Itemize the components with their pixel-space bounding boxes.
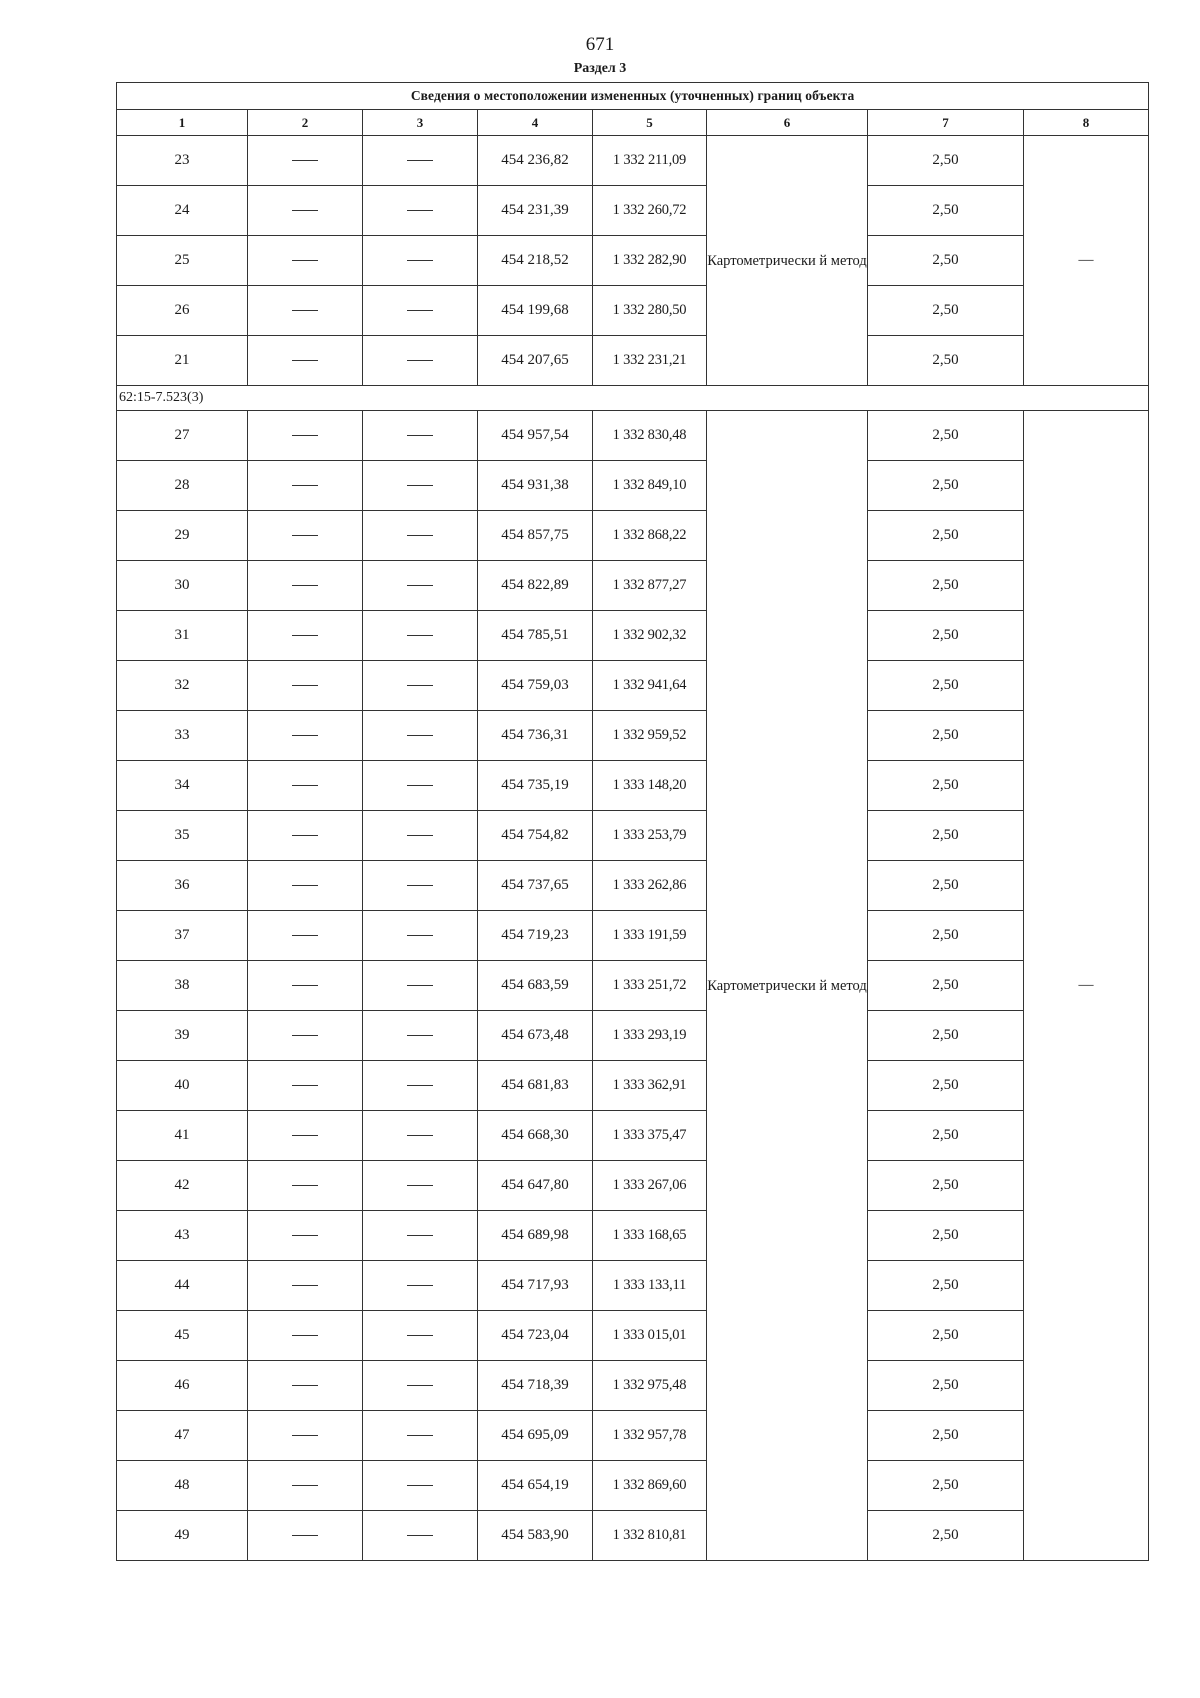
empty-value-cell: [363, 411, 478, 461]
dash-mark: [407, 360, 433, 361]
dash-mark: [292, 360, 318, 361]
dash-mark: [292, 1485, 318, 1486]
coordinate-y: 1 332 941,64: [593, 661, 707, 711]
accuracy-value: 2,50: [868, 186, 1024, 236]
dash-mark: [292, 485, 318, 486]
dash-mark: [407, 1085, 433, 1086]
point-number: 39: [117, 1011, 248, 1061]
table-row: [117, 1211, 1149, 1261]
dash-mark: [407, 435, 433, 436]
section-title: Раздел 3: [573, 61, 627, 76]
dash-mark: [407, 885, 433, 886]
dash-mark: [292, 935, 318, 936]
empty-value-cell: [363, 811, 478, 861]
column-8-cell: —: [1024, 136, 1149, 386]
table-row: [117, 336, 1149, 386]
accuracy-value: 2,50: [868, 411, 1024, 461]
empty-value-cell: [363, 711, 478, 761]
point-number: 35: [117, 811, 248, 861]
coordinate-x: 454 759,03: [478, 661, 593, 711]
point-number: 44: [117, 1261, 248, 1311]
accuracy-value: 2,50: [868, 711, 1024, 761]
table-row: [117, 286, 1149, 336]
point-number: 31: [117, 611, 248, 661]
dash-mark: [292, 1535, 318, 1536]
point-number: 43: [117, 1211, 248, 1261]
coordinate-y: 1 333 015,01: [593, 1311, 707, 1361]
empty-value-cell: [363, 1311, 478, 1361]
dash-mark: [292, 635, 318, 636]
accuracy-value: 2,50: [868, 1411, 1024, 1461]
dash-mark: [292, 1335, 318, 1336]
dash-mark: [407, 210, 433, 211]
accuracy-value: 2,50: [868, 136, 1024, 186]
dash-mark: [292, 885, 318, 886]
empty-value-cell: [248, 1161, 363, 1211]
empty-value-cell: [363, 511, 478, 561]
empty-value-cell: [363, 336, 478, 386]
point-number: 21: [117, 336, 248, 386]
method-cell: Картометрически й метод: [707, 411, 868, 1561]
dash-mark: [407, 1335, 433, 1336]
coordinate-x: 454 647,80: [478, 1161, 593, 1211]
coordinate-y: 1 332 975,48: [593, 1361, 707, 1411]
dash-mark: [407, 485, 433, 486]
coordinate-y: 1 332 902,32: [593, 611, 707, 661]
empty-value-cell: [248, 761, 363, 811]
point-number: 42: [117, 1161, 248, 1211]
accuracy-value: 2,50: [868, 1011, 1024, 1061]
dash-mark: [292, 1135, 318, 1136]
point-number: 49: [117, 1511, 248, 1561]
coordinate-x: 454 717,93: [478, 1261, 593, 1311]
table-row: [117, 1261, 1149, 1311]
dash-mark: [292, 160, 318, 161]
table-row: [117, 611, 1149, 661]
dash-mark: [292, 735, 318, 736]
coordinate-y: 1 332 877,27: [593, 561, 707, 611]
empty-value-cell: [363, 1461, 478, 1511]
accuracy-value: 2,50: [868, 561, 1024, 611]
dash-mark: [292, 310, 318, 311]
cadastral-subheading: 62:15-7.523(3): [117, 386, 1149, 411]
empty-value-cell: [248, 411, 363, 461]
empty-value-cell: [248, 911, 363, 961]
table-row: [117, 961, 1149, 1011]
column-number: 4: [478, 110, 593, 136]
empty-value-cell: [363, 1411, 478, 1461]
dash-mark: [407, 835, 433, 836]
coordinate-y: 1 333 362,91: [593, 1061, 707, 1111]
empty-value-cell: [363, 861, 478, 911]
table-row: [117, 461, 1149, 511]
dash-mark: [407, 985, 433, 986]
point-number: 41: [117, 1111, 248, 1161]
dash-mark: [407, 1535, 433, 1536]
coordinate-y: 1 333 133,11: [593, 1261, 707, 1311]
empty-value-cell: [248, 1361, 363, 1411]
table-row: [117, 661, 1149, 711]
accuracy-value: 2,50: [868, 911, 1024, 961]
dash-mark: [407, 1285, 433, 1286]
column-number: 7: [868, 110, 1024, 136]
table-row: [117, 1111, 1149, 1161]
dash-mark: [292, 1235, 318, 1236]
table-caption-row: [117, 83, 1149, 110]
empty-value-cell: [363, 1261, 478, 1311]
coordinate-y: 1 332 868,22: [593, 511, 707, 561]
empty-value-cell: [248, 186, 363, 236]
coordinate-x: 454 723,04: [478, 1311, 593, 1361]
dash-mark: [292, 1035, 318, 1036]
table-row: [117, 1461, 1149, 1511]
empty-value-cell: [363, 1061, 478, 1111]
point-number: 40: [117, 1061, 248, 1111]
coordinate-x: 454 754,82: [478, 811, 593, 861]
dash-mark: [407, 1235, 433, 1236]
accuracy-value: 2,50: [868, 1111, 1024, 1161]
coordinate-y: 1 333 168,65: [593, 1211, 707, 1261]
dash-mark: [292, 1085, 318, 1086]
coordinate-x: 454 931,38: [478, 461, 593, 511]
empty-value-cell: [248, 1111, 363, 1161]
coordinate-x: 454 822,89: [478, 561, 593, 611]
coordinate-x: 454 857,75: [478, 511, 593, 561]
coordinate-y: 1 333 375,47: [593, 1111, 707, 1161]
empty-value-cell: [363, 236, 478, 286]
dash-mark: [407, 1035, 433, 1036]
table-row: [117, 1061, 1149, 1111]
column-number: 6: [707, 110, 868, 136]
empty-value-cell: [363, 611, 478, 661]
empty-value-cell: [248, 611, 363, 661]
point-number: 34: [117, 761, 248, 811]
column-numbers-row: [117, 110, 1149, 136]
accuracy-value: 2,50: [868, 1311, 1024, 1361]
boundary-coordinates-table: [116, 82, 1149, 1561]
table-row: [117, 861, 1149, 911]
coordinate-x: 454 957,54: [478, 411, 593, 461]
coordinate-y: 1 332 260,72: [593, 186, 707, 236]
empty-value-cell: [248, 511, 363, 561]
table-row: [117, 1511, 1149, 1561]
point-number: 23: [117, 136, 248, 186]
accuracy-value: 2,50: [868, 461, 1024, 511]
coordinate-y: 1 333 253,79: [593, 811, 707, 861]
accuracy-value: 2,50: [868, 1161, 1024, 1211]
column-8-cell: —: [1024, 411, 1149, 1561]
dash-mark: [292, 260, 318, 261]
point-number: 27: [117, 411, 248, 461]
coordinate-y: 1 332 810,81: [593, 1511, 707, 1561]
dash-mark: [292, 785, 318, 786]
accuracy-value: 2,50: [868, 1211, 1024, 1261]
accuracy-value: 2,50: [868, 661, 1024, 711]
table-caption: Сведения о местоположении измененных (уточненных) границ объекта: [117, 83, 1149, 110]
column-number: 1: [117, 110, 248, 136]
empty-value-cell: [363, 911, 478, 961]
dash-mark: [407, 735, 433, 736]
dash-mark: [407, 1485, 433, 1486]
coordinate-y: 1 333 191,59: [593, 911, 707, 961]
empty-value-cell: [363, 1161, 478, 1211]
accuracy-value: 2,50: [868, 1261, 1024, 1311]
empty-value-cell: [248, 236, 363, 286]
coordinate-x: 454 683,59: [478, 961, 593, 1011]
coordinate-y: 1 332 959,52: [593, 711, 707, 761]
point-number: 24: [117, 186, 248, 236]
dash-mark: [292, 1185, 318, 1186]
dash-mark: [407, 1435, 433, 1436]
dash-mark: [292, 535, 318, 536]
coordinate-y: 1 333 262,86: [593, 861, 707, 911]
empty-value-cell: [248, 811, 363, 861]
empty-value-cell: [363, 761, 478, 811]
empty-value-cell: [248, 561, 363, 611]
coordinate-x: 454 583,90: [478, 1511, 593, 1561]
point-number: 28: [117, 461, 248, 511]
accuracy-value: 2,50: [868, 286, 1024, 336]
dash-mark: [292, 1285, 318, 1286]
coordinate-x: 454 785,51: [478, 611, 593, 661]
subheading-row: [117, 386, 1149, 411]
empty-value-cell: [363, 186, 478, 236]
table-row: [117, 411, 1149, 461]
dash-mark: [292, 1435, 318, 1436]
column-number: 3: [363, 110, 478, 136]
point-number: 48: [117, 1461, 248, 1511]
empty-value-cell: [363, 1111, 478, 1161]
empty-value-cell: [363, 661, 478, 711]
point-number: 36: [117, 861, 248, 911]
coordinate-y: 1 332 957,78: [593, 1411, 707, 1461]
accuracy-value: 2,50: [868, 811, 1024, 861]
coordinate-y: 1 333 293,19: [593, 1011, 707, 1061]
accuracy-value: 2,50: [868, 1361, 1024, 1411]
column-number: 2: [248, 110, 363, 136]
coordinate-x: 454 668,30: [478, 1111, 593, 1161]
coordinate-x: 454 695,09: [478, 1411, 593, 1461]
point-number: 32: [117, 661, 248, 711]
empty-value-cell: [248, 711, 363, 761]
coordinate-y: 1 333 148,20: [593, 761, 707, 811]
dash-mark: [292, 685, 318, 686]
table-row: [117, 136, 1149, 186]
dash-mark: [292, 585, 318, 586]
coordinate-y: 1 333 267,06: [593, 1161, 707, 1211]
coordinate-y: 1 332 849,10: [593, 461, 707, 511]
coordinate-x: 454 681,83: [478, 1061, 593, 1111]
column-number: 8: [1024, 110, 1149, 136]
page-number: 671: [585, 34, 615, 55]
dash-mark: [407, 935, 433, 936]
empty-value-cell: [248, 1061, 363, 1111]
accuracy-value: 2,50: [868, 611, 1024, 661]
table-row: [117, 811, 1149, 861]
dash-mark: [407, 260, 433, 261]
point-number: 30: [117, 561, 248, 611]
point-number: 46: [117, 1361, 248, 1411]
coordinate-x: 454 735,19: [478, 761, 593, 811]
empty-value-cell: [363, 1361, 478, 1411]
table-row: [117, 711, 1149, 761]
coordinate-x: 454 689,98: [478, 1211, 593, 1261]
table-row: [117, 911, 1149, 961]
accuracy-value: 2,50: [868, 761, 1024, 811]
coordinate-y: 1 332 830,48: [593, 411, 707, 461]
empty-value-cell: [248, 1511, 363, 1561]
empty-value-cell: [363, 961, 478, 1011]
point-number: 33: [117, 711, 248, 761]
empty-value-cell: [248, 961, 363, 1011]
coordinate-x: 454 673,48: [478, 1011, 593, 1061]
method-cell: Картометрически й метод: [707, 136, 868, 386]
point-number: 29: [117, 511, 248, 561]
dash-mark: [407, 685, 433, 686]
coordinate-x: 454 199,68: [478, 286, 593, 336]
point-number: 47: [117, 1411, 248, 1461]
accuracy-value: 2,50: [868, 861, 1024, 911]
coordinate-y: 1 332 869,60: [593, 1461, 707, 1511]
dash-mark: [407, 1185, 433, 1186]
dash-mark: [407, 535, 433, 536]
accuracy-value: 2,50: [868, 236, 1024, 286]
empty-value-cell: [248, 1411, 363, 1461]
coordinate-x: 454 736,31: [478, 711, 593, 761]
empty-value-cell: [363, 1511, 478, 1561]
empty-value-cell: [248, 1461, 363, 1511]
coordinate-x: 454 719,23: [478, 911, 593, 961]
empty-value-cell: [248, 861, 363, 911]
dash-mark: [292, 210, 318, 211]
column-number: 5: [593, 110, 707, 136]
point-number: 38: [117, 961, 248, 1011]
table-row: [117, 186, 1149, 236]
accuracy-value: 2,50: [868, 1511, 1024, 1561]
empty-value-cell: [248, 1311, 363, 1361]
dash-mark: [292, 835, 318, 836]
coordinate-x: 454 218,52: [478, 236, 593, 286]
coordinate-x: 454 718,39: [478, 1361, 593, 1411]
empty-value-cell: [363, 561, 478, 611]
accuracy-value: 2,50: [868, 511, 1024, 561]
table-row: [117, 1361, 1149, 1411]
coordinate-y: 1 332 282,90: [593, 236, 707, 286]
table-row: [117, 511, 1149, 561]
empty-value-cell: [363, 286, 478, 336]
empty-value-cell: [248, 336, 363, 386]
coordinate-x: 454 231,39: [478, 186, 593, 236]
empty-value-cell: [248, 461, 363, 511]
coordinate-y: 1 332 211,09: [593, 136, 707, 186]
dash-mark: [407, 785, 433, 786]
point-number: 45: [117, 1311, 248, 1361]
coordinate-x: 454 654,19: [478, 1461, 593, 1511]
accuracy-value: 2,50: [868, 336, 1024, 386]
dash-mark: [292, 1385, 318, 1386]
dash-mark: [407, 635, 433, 636]
point-number: 26: [117, 286, 248, 336]
dash-mark: [407, 160, 433, 161]
empty-value-cell: [248, 1211, 363, 1261]
coordinate-x: 454 737,65: [478, 861, 593, 911]
empty-value-cell: [248, 286, 363, 336]
point-number: 37: [117, 911, 248, 961]
empty-value-cell: [248, 1011, 363, 1061]
dash-mark: [407, 1135, 433, 1136]
table-row: [117, 1311, 1149, 1361]
empty-value-cell: [363, 461, 478, 511]
empty-value-cell: [248, 1261, 363, 1311]
coordinate-x: 454 207,65: [478, 336, 593, 386]
point-number: 25: [117, 236, 248, 286]
coordinate-y: 1 333 251,72: [593, 961, 707, 1011]
dash-mark: [292, 435, 318, 436]
accuracy-value: 2,50: [868, 961, 1024, 1011]
table-row: [117, 1011, 1149, 1061]
empty-value-cell: [248, 661, 363, 711]
table-row: [117, 1161, 1149, 1211]
dash-mark: [407, 585, 433, 586]
coordinate-y: 1 332 280,50: [593, 286, 707, 336]
table-row: [117, 761, 1149, 811]
table-row: [117, 1411, 1149, 1461]
accuracy-value: 2,50: [868, 1461, 1024, 1511]
accuracy-value: 2,50: [868, 1061, 1024, 1111]
coordinate-x: 454 236,82: [478, 136, 593, 186]
dash-mark: [407, 1385, 433, 1386]
table-row: [117, 236, 1149, 286]
empty-value-cell: [363, 1211, 478, 1261]
coordinate-y: 1 332 231,21: [593, 336, 707, 386]
empty-value-cell: [248, 136, 363, 186]
dash-mark: [292, 985, 318, 986]
table-row: [117, 561, 1149, 611]
empty-value-cell: [363, 1011, 478, 1061]
empty-value-cell: [363, 136, 478, 186]
dash-mark: [407, 310, 433, 311]
